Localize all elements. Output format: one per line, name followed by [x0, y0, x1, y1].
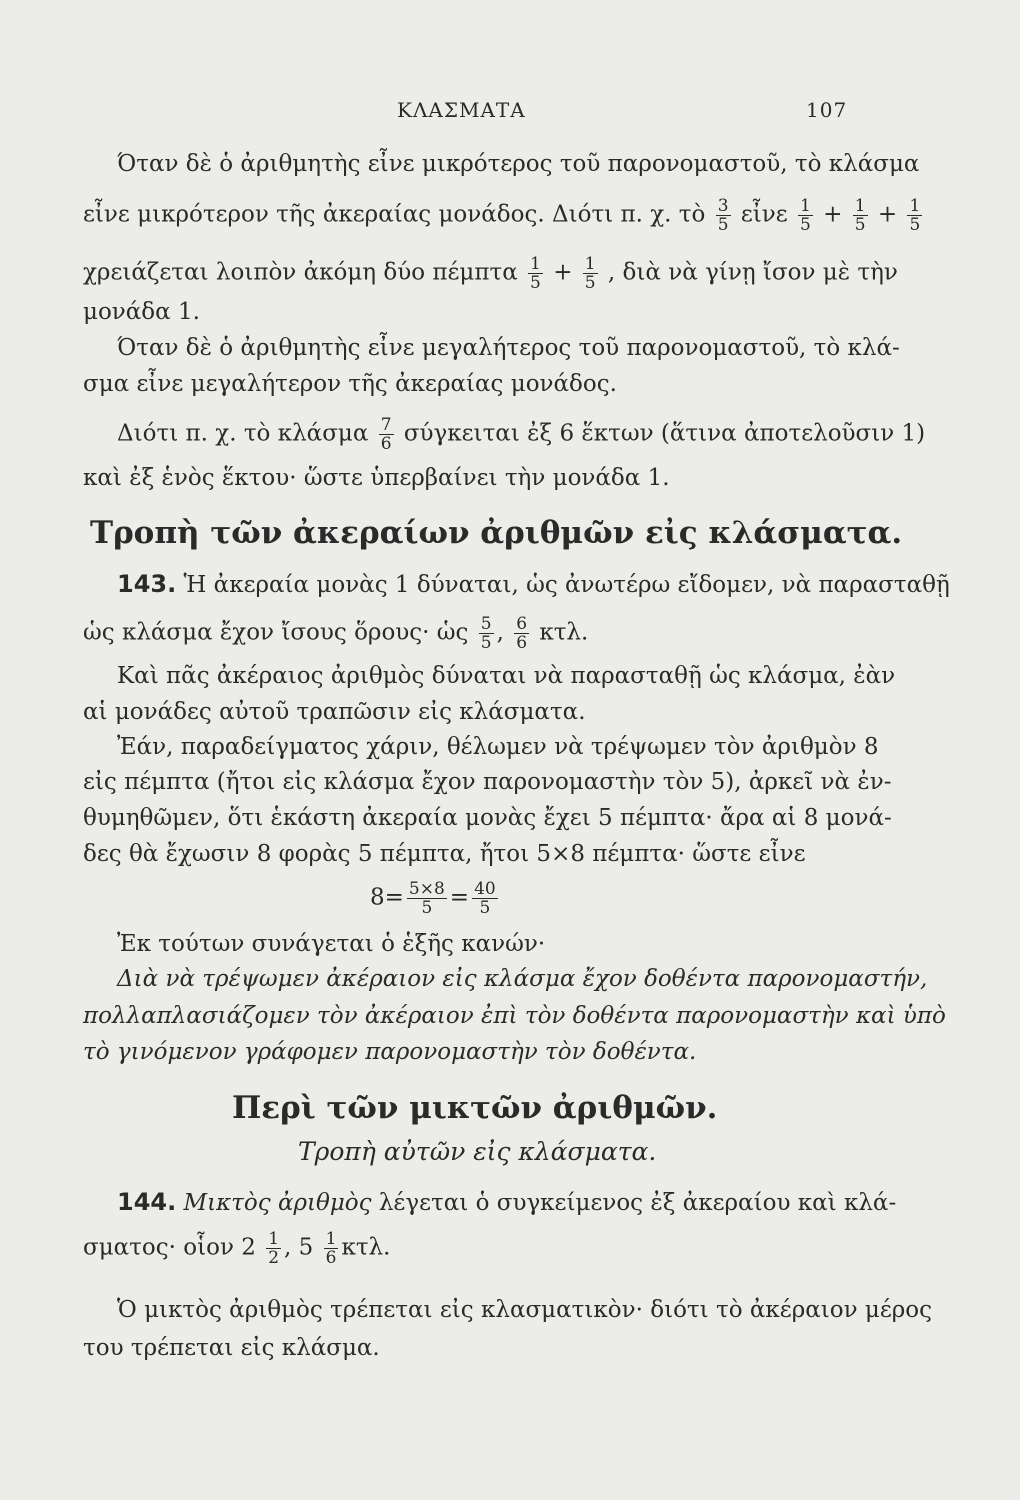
numerator: 3 [717, 196, 729, 216]
text-line: θυμηθῶμεν, ὅτι ἑκάστη ἀκεραία μονὰς ἔχει 5 πέμπτα· ἄρα αἱ 8 μονά- [83, 805, 892, 831]
running-header-title: ΚΛΑΣΜΑΤΑ [397, 98, 526, 122]
denominator: 5 [584, 273, 596, 293]
section-number: 143. [117, 570, 177, 598]
text-span: εἶνε [740, 201, 788, 228]
text-line [83, 255, 898, 292]
denominator: 5 [479, 898, 491, 918]
text-line: Ἐκ τούτων συνάγεται ὁ ἑξῆς κανών· [117, 931, 546, 957]
denominator: 5 [909, 215, 921, 235]
numerator: 5 [480, 614, 492, 634]
text-line: Όταν δὲ ὁ ἀριθμητὴς εἶνε μικρότερος τοῦ παρονομαστοῦ, τὸ κλάσμα [117, 151, 920, 177]
plus-sign: + [553, 259, 573, 286]
section-heading: Τροπὴ τῶν ἀκεραίων ἀριθμῶν εἰς κλάσματα. [90, 515, 903, 551]
denominator: 2 [268, 1248, 280, 1268]
text-line: Ὁ μικτὸς ἀριθμὸς τρέπεται εἰς κλασματικὸν· διότι τὸ ἀκέραιον μέρος [117, 1297, 933, 1323]
numerator: 40 [474, 879, 496, 899]
text-span: κτλ. [341, 1234, 391, 1261]
text-span: χρειάζεται λοιπὸν ἀκόμη δύο πέμπτα [83, 259, 518, 286]
numerator: 7 [380, 415, 392, 435]
text-line: ὡς κλάσμα ἔχον ἴσους ὅρους· ὡς $\frac{5}{5}$ , $\frac{6}{6}$ κτλ. [83, 614, 589, 653]
text-span: ὡς κλάσμα ἔχον ἴσους ὅρους· ὡς [83, 619, 469, 646]
numerator: 1 [854, 196, 866, 216]
numerator: 1 [268, 1229, 280, 1249]
rule-line: Διὰ νὰ τρέψωμεν ἀκέραιον εἰς κλάσμα ἔχον δοθέντα παρονομαστήν, [117, 966, 928, 992]
numerator: 6 [516, 614, 528, 634]
section-number: 144. [117, 1188, 177, 1216]
text-span: σύγκειται ἐξ 6 ἕκτων (ἅτινα ἀποτελοῦσιν 1) [403, 420, 926, 447]
text-line: δες θὰ ἔχωσιν 8 φορὰς 5 πέμπτα, ἤτοι 5×8 πέμπτα· ὥστε εἶνε [83, 841, 806, 867]
fraction [583, 255, 598, 292]
text-span: εἶνε μικρότερον τῆς ἀκεραίας μονάδος. Διότι π. χ. τὸ [83, 201, 706, 228]
text-line [83, 197, 925, 234]
text-span: Διότι π. χ. τὸ κλάσμα [117, 420, 369, 447]
text-line [117, 570, 950, 599]
denominator: 5 [421, 898, 433, 918]
text-line [117, 1188, 896, 1217]
fraction [479, 615, 494, 652]
denominator: 5 [854, 215, 866, 235]
fraction [266, 1230, 281, 1267]
fraction [798, 197, 813, 234]
text-line [117, 416, 925, 453]
fraction [853, 197, 868, 234]
rule-line: τὸ γινόμενον γράφομεν παρονομαστὴν τὸν δοθέντα. [83, 1039, 697, 1065]
text-line [83, 1230, 390, 1267]
term: Μικτὸς ἀριθμὸς [183, 1190, 372, 1216]
fraction [716, 197, 731, 234]
fraction [379, 416, 394, 453]
fraction [907, 197, 922, 234]
numerator: 1 [799, 196, 811, 216]
text-line: του τρέπεται εἰς κλάσμα. [83, 1335, 380, 1361]
denominator: 5 [480, 633, 492, 653]
denominator: 5 [530, 273, 541, 293]
text-line: αἱ μονάδες αὐτοῦ τραπῶσιν εἰς κλάσματα. [83, 699, 586, 725]
fraction [472, 880, 498, 917]
text-span: λέγεται ὁ συγκείμενος ἐξ ἀκεραίου καὶ κλά- [378, 1190, 897, 1216]
rule-line: πολλαπλασιάζομεν τὸν ἀκέραιον ἐπὶ τὸν δοθέντα παρονομαστὴν καὶ ὑπὸ [83, 1003, 946, 1029]
text-span: Ἡ ἀκεραία μονὰς 1 δύναται, ὡς ἀνωτέρω εἴδομεν, νὰ παρασταθῇ [183, 572, 950, 598]
numerator: 1 [584, 254, 596, 274]
text-span: , 5 [284, 1234, 314, 1261]
denominator: 6 [325, 1248, 337, 1268]
text-span: , διὰ νὰ γίνῃ ἴσον μὲ τὴν [607, 259, 898, 286]
numerator: 5×8 [408, 879, 445, 899]
text-span: 8= [370, 884, 404, 911]
plus-sign: + [823, 201, 843, 228]
text-span: κτλ. [539, 619, 589, 646]
denominator: 5 [717, 215, 729, 235]
denominator: 6 [516, 633, 528, 653]
numerator: 1 [909, 196, 921, 216]
fraction [528, 255, 543, 292]
section-heading: Περὶ τῶν μικτῶν ἀριθμῶν. [232, 1090, 718, 1126]
section-subheading: Τροπὴ αὐτῶν εἰς κλάσματα. [298, 1137, 657, 1166]
text-line: Όταν δὲ ὁ ἀριθμητὴς εἶνε μεγαλήτερος τοῦ παρονομαστοῦ, τὸ κλά- [117, 335, 900, 361]
fraction [407, 880, 447, 917]
text-line: καὶ ἐξ ἑνὸς ἕκτου· ὥστε ὑπερβαίνει τὴν μονάδα 1. [83, 465, 670, 491]
denominator: 6 [380, 434, 392, 454]
text-line: Καὶ πᾶς ἀκέραιος ἀριθμὸς δύναται νὰ παρασταθῇ ὡς κλάσμα, ἐὰν [117, 663, 896, 689]
text-span: σματος· οἷον 2 [83, 1234, 256, 1261]
fraction [324, 1230, 339, 1267]
numerator: 1 [325, 1229, 337, 1249]
page-number: 107 [806, 98, 848, 122]
numerator: 1 [530, 254, 541, 274]
text-line: μονάδα 1. [83, 299, 200, 325]
equation [370, 880, 501, 917]
text-line: εἰς πέμπτα (ἤτοι εἰς κλάσμα ἔχον παρονομαστὴν τὸν 5), ἀρκεῖ νὰ ἐν- [83, 769, 892, 795]
denominator: 5 [799, 215, 811, 235]
plus-sign: + [877, 201, 898, 228]
fraction [514, 615, 529, 652]
text-line: σμα εἶνε μεγαλήτερον τῆς ἀκεραίας μονάδος. [83, 371, 617, 397]
text-line: Ἐάν, παραδείγματος χάριν, θέλωμεν νὰ τρέψωμεν τὸν ἀριθμὸν 8 [117, 734, 879, 760]
equals-sign: = [449, 884, 470, 911]
